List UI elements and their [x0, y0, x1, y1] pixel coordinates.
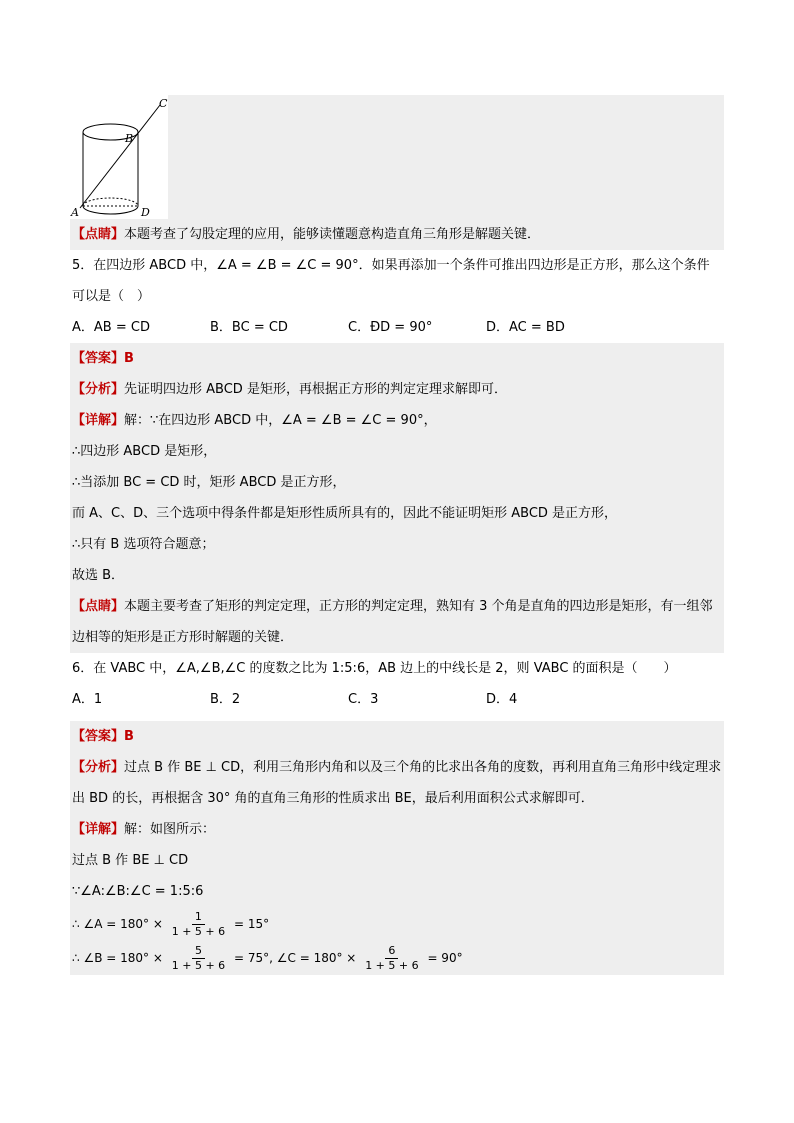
dianjing-tag: 【点睛】	[72, 599, 125, 614]
fenxi-tag: 【分析】	[72, 760, 125, 775]
xiangjie-tag: 【详解】	[72, 822, 125, 837]
q5-dianjing	[70, 591, 724, 653]
dianjing-text: 本题主要考查了矩形的判定定理，正方形的判定定理，熟知有 3 个角是直角的四边形是矩形，有一组邻边相等的矩形是正方形时解题的关键．	[72, 599, 713, 645]
q5-option-a: A．AB = CD	[72, 320, 150, 335]
math-result: = 90°	[427, 951, 463, 965]
fraction: $\frac{5}{1 + 5 + 6}$	[171, 944, 226, 972]
q6-option-d: D．4	[486, 692, 518, 707]
cylinder-figure	[70, 95, 724, 219]
answer-value: B	[124, 729, 134, 744]
math-prefix: ∴ ∠B = 180° ×	[72, 951, 163, 965]
dianjing-text: 本题考查了勾股定理的应用，能够读懂题意构造直角三角形是解题关键．	[124, 227, 541, 242]
q5-fenxi	[70, 374, 724, 405]
q6-xiangjie	[70, 814, 724, 845]
label-c: C	[159, 97, 168, 110]
q5-answer	[70, 343, 724, 374]
fenxi-text: 过点 B 作 BE ⊥ CD，利用三角形内角和以及三个角的比求出各角的度数，再利用直角三角形中线定理求出 BD 的长，再根据含 30° 角的直角三角形的性质求出 BE，最后利用面积公式求解即可．	[72, 760, 722, 806]
q5-step1: ∴四边形 ABCD 是矩形，	[70, 436, 724, 467]
fraction: $\frac{6}{1 + 5 + 6}$	[365, 944, 419, 972]
xiangjie-tag: 【详解】	[72, 413, 125, 428]
label-b: B	[125, 132, 134, 145]
q5-step4: ∴只有 B 选项符合题意；	[70, 529, 724, 560]
q6-line3	[70, 907, 724, 941]
q5-xiangjie	[70, 405, 724, 436]
q5-step5: 故选 B．	[70, 560, 724, 591]
cylinder-diagram	[70, 95, 724, 219]
q6-option-a: A．1	[72, 692, 103, 707]
answer-tag: 【答案】	[72, 351, 125, 366]
q5-step3: 而 A、C、D、三个选项中得条件都是矩形性质所具有的，因此不能证明矩形 ABCD 是正方形，	[70, 498, 724, 529]
q6-line4	[70, 941, 724, 975]
label-a: A	[71, 206, 79, 219]
q6-options	[70, 684, 724, 715]
dianjing-tag: 【点睛】	[72, 227, 125, 242]
q6-stem: 6．在 VABC 中，∠A,∠B,∠C 的度数之比为 1:5:6，AB 边上的中线长是 2，则 VABC 的面积是（ ）	[72, 661, 677, 676]
q6-line1: 过点 B 作 BE ⊥ CD	[70, 845, 724, 876]
answer-value: B	[124, 351, 134, 366]
fenxi-tag: 【分析】	[72, 382, 125, 397]
q5-option-c: C．ÐD = 90°	[348, 320, 433, 335]
q5-options	[70, 312, 724, 343]
math-middle: = 75°, ∠C = 180° ×	[233, 951, 357, 965]
math-prefix: ∴ ∠A = 180° ×	[72, 917, 163, 931]
q4-dianjing	[70, 219, 724, 250]
math-result: = 15°	[233, 917, 270, 931]
xiangjie-text: 解：如图所示：	[124, 822, 216, 837]
answer-tag: 【答案】	[72, 729, 125, 744]
q5-stem: 5．在四边形 ABCD 中，∠A = ∠B = ∠C = 90°．如果再添加一个条件可推出四边形是正方形，那么这个条件可以是（ ）	[72, 258, 710, 304]
fenxi-text: 先证明四边形 ABCD 是矩形，再根据正方形的判定定理求解即可．	[124, 382, 507, 397]
label-d: D	[141, 206, 150, 219]
q6-fenxi	[70, 752, 724, 814]
q6-answer	[70, 721, 724, 752]
fraction: $\frac{1}{1 + 5 + 6}$	[171, 910, 226, 938]
q6-option-b: B．2	[210, 692, 241, 707]
xiangjie-text: 解：∵在四边形 ABCD 中，∠A = ∠B = ∠C = 90°，	[124, 413, 437, 428]
q6-line2: ∵∠A:∠B:∠C = 1:5:6	[70, 876, 724, 907]
document-body	[70, 95, 724, 975]
q6-option-c: C．3	[348, 692, 379, 707]
q5-step2: ∴当添加 BC = CD 时，矩形 ABCD 是正方形，	[70, 467, 724, 498]
q5-option-d: D．AC = BD	[486, 320, 565, 335]
q5-option-b: B．BC = CD	[210, 320, 288, 335]
